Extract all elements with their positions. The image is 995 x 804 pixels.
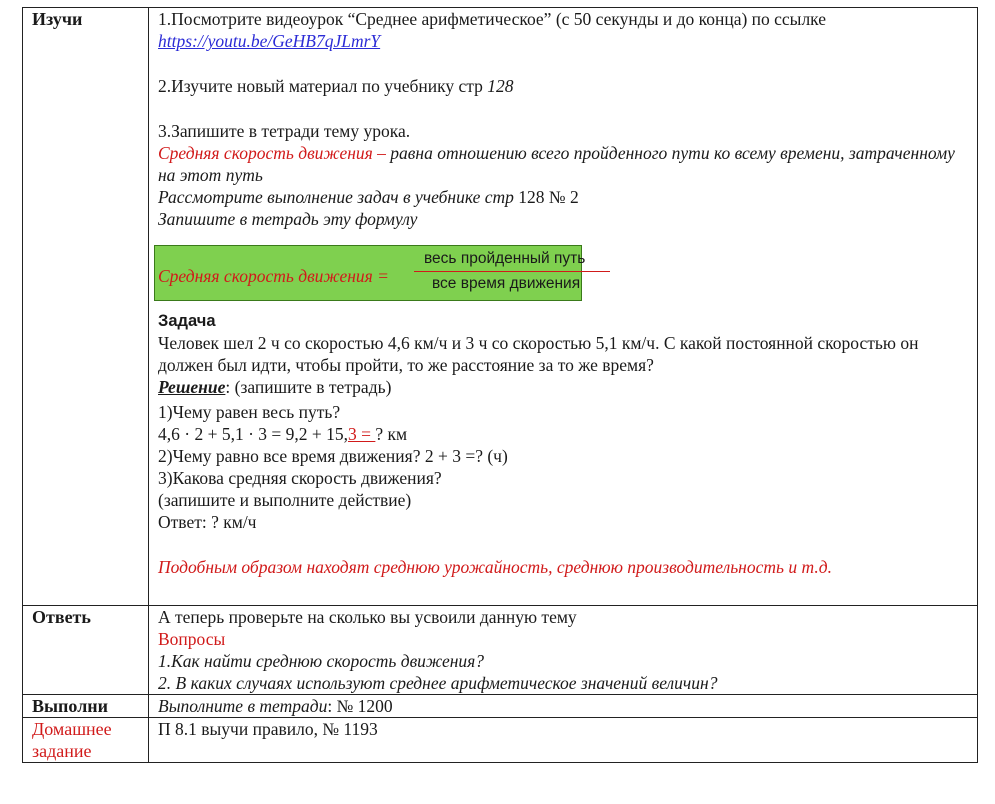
closing-note: Подобным образом находят среднюю урожайность, среднюю производительность и т.д. [158,557,832,577]
step-2: 2.Изучите новый материал по учебнику стр 128 [158,76,514,96]
row-label-study: Изучи [23,8,149,606]
question-1: 1)Чему равен весь путь? [158,402,341,422]
review-question-2: 2. В каких случаях используют среднее арифметическое значений величин? [158,673,718,693]
answer-intro: А теперь проверьте на сколько вы усвоили данную тему [158,607,577,627]
row-label-answer: Ответь [23,606,149,695]
row-answer [23,606,978,695]
question-3-note: (запишите и выполните действие) [158,490,412,510]
textbook-page: 128 [487,76,514,96]
definition [158,142,968,186]
step-3: 3.Запишите в тетради тему урока. [158,121,411,141]
homework-content: П 8.1 выучи правило, № 1193 [149,718,978,763]
row-label-homework: Домашнее задание [23,718,149,763]
formula-lhs: Средняя скорость движения = [158,266,389,286]
answer-line: Ответ: ? км/ч [158,512,257,532]
row-study [23,8,978,606]
step-1: 1.Посмотрите видеоурок “Среднее арифметическое” (с 50 секунды и до конца) по ссылке https://youtu.be/GeHB7qJLmrY [158,9,827,51]
review-instruction: Рассмотрите выполнение задач в учебнике стр 128 № 2 [158,187,579,207]
row-do [23,695,978,718]
answer-content [149,606,978,695]
questions-title: Вопросы [158,629,226,649]
fraction-bar [414,271,610,272]
calculation: 4,6 · 2 + 5,1 · 3 = 9,2 + 15,3 = ? км [158,424,408,444]
study-content [149,8,978,606]
solution-heading: Решение: (запишите в тетрадь) [158,377,392,397]
definition-text: равна отношению всего пройденного пути ко всему времени, затраченному на этот путь [158,143,955,185]
row-homework [23,718,978,763]
question-2: 2)Чему равно все время движения? 2 + 3 =? (ч) [158,446,508,466]
definition-term: Средняя скорость движения – [158,143,391,163]
question-3: 3)Какова средняя скорость движения? [158,468,442,488]
row-label-do: Выполни [23,695,149,718]
task-title: Задача [158,312,216,330]
formula-instruction: Запишите в тетрадь эту формулу [158,209,418,229]
video-link[interactable]: https://youtu.be/GeHB7qJLmrY [158,31,381,51]
formula-denominator: все время движения [432,275,581,292]
review-question-1: 1.Как найти среднюю скорость движения? [158,651,485,671]
do-content: Выполните в тетради: № 1200 [149,695,978,718]
task-text: Человек шел 2 ч со скоростью 4,6 км/ч и 3 ч со скоростью 5,1 км/ч. С какой постоянной скоростью он должен был идти, чтобы пройти, то же расстояние за то же время? [158,333,919,375]
formula-block [158,230,968,302]
lesson-table [22,7,978,763]
formula-numerator: весь пройденный путь [424,250,586,267]
solution-label: Решение [158,377,226,397]
